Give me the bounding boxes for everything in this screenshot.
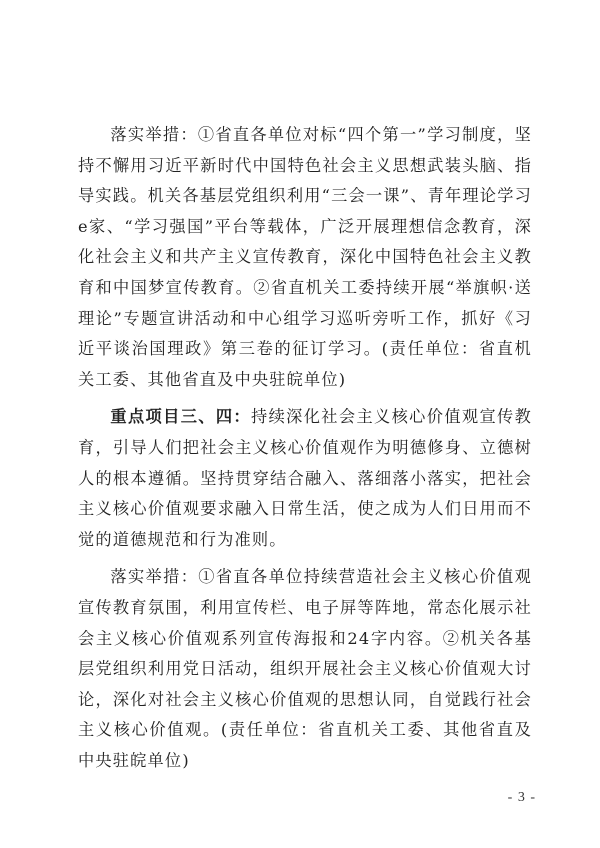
paragraph-measures-1 [78,120,532,395]
paragraph-key-project [78,402,532,555]
paragraph-text: ①省直各单位对标“四个第一”学习制度，坚持不懈用习近平新时代中国特色社会主义思想武装头脑、指导实践。机关各基层党组织利用“三会一课”、青年理论学习e家、“学习强国”平台等载体，广泛开展理想信念教育，深化社会主义和共产主义宣传教育，深化中国特色社会主义教育和中国梦宣传教育。②省直机关工委持续开展“举旗帜·送理论”专题宣讲活动和中心组学习巡听旁听工作，抓好《习近平谈治国理政》第三卷的征订学习。(责任单位：省直机关工委、其他省直及中央驻皖单位) [78,125,532,389]
paragraph-bold-lead: 重点项目三、四： [110,407,251,427]
paragraph-lead: 落实举措： [110,567,199,587]
paragraph-text: 持续深化社会主义核心价值观宣传教育，引导人们把社会主义核心价值观作为明德修身、立德树人的根本遵循。坚持贯穿结合融入、落细落小落实，把社会主义核心价值观要求融入日常生活，使之成为人们日用而不觉的道德规范和行为准则。 [78,407,533,549]
document-body [78,120,532,783]
paragraph-text: ①省直各单位持续营造社会主义核心价值观宣传教育氛围，利用宣传栏、电子屏等阵地，常态化展示社会主义核心价值观系列宣传海报和24字内容。②机关各基层党组织利用党日活动，组织开展社会主义核心价值观大讨论，深化对社会主义核心价值观的思想认同，自觉践行社会主义核心价值观。(责任单位：省直机关工委、其他省直及中央驻皖单位) [78,567,532,770]
page-number: - 3 - [507,790,536,805]
paragraph-measures-2 [78,562,532,776]
paragraph-lead: 落实举措： [110,125,198,144]
